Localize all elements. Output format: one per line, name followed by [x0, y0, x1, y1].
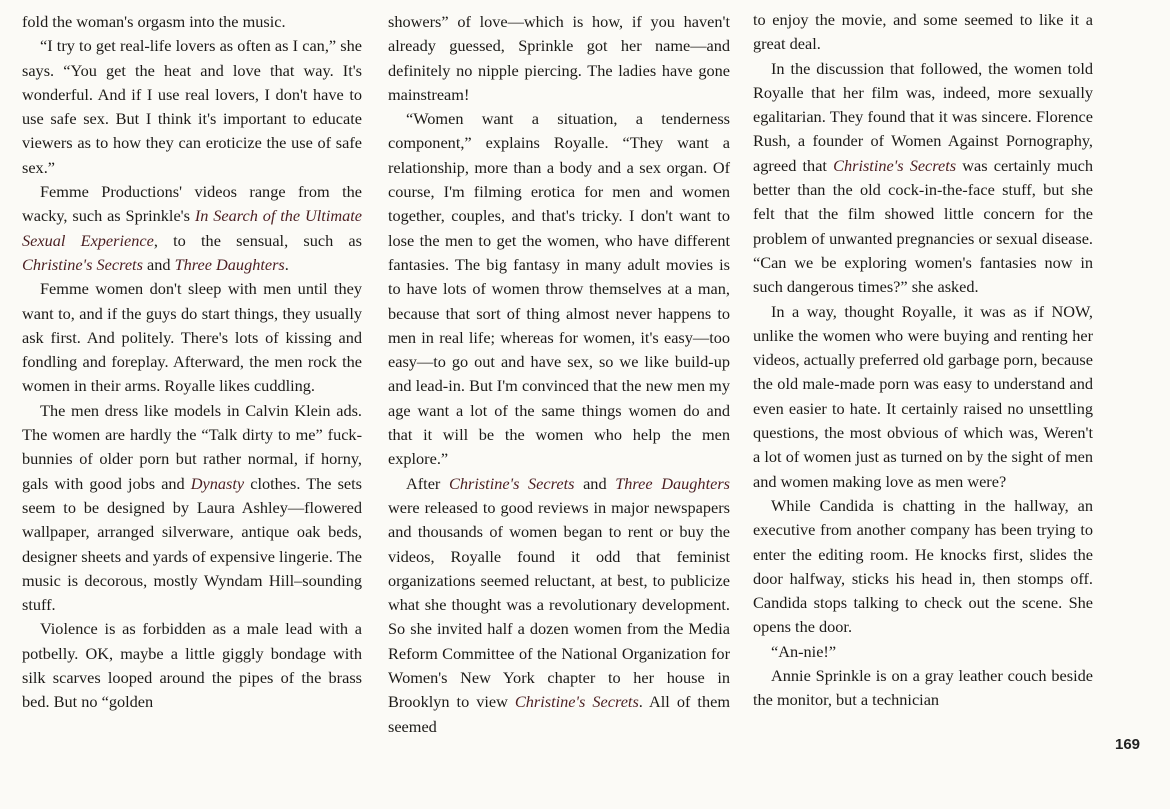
paragraph: [388, 472, 730, 739]
italic-title: Dynasty: [190, 473, 245, 493]
text-run: clothes. The sets seem to be designed by Laura Ashley—flowered wallpaper, arranged silverware, antique oak beds, designer sheets and yards of expensive lingerie. The music is decorous, mostly Wyndam Hill–sounding stuff.: [22, 473, 363, 615]
paragraph: [753, 640, 1093, 664]
text-run: “An-nie!”: [771, 641, 837, 661]
text-run: Annie Sprinkle is on a gray leather couch beside the monitor, but a technician: [753, 666, 1093, 710]
text-run: fold the woman's orgasm into the music.: [22, 12, 286, 31]
text-run: “I try to get real-life lovers as often as I can,” she says. “You get the heat and love that way. It's wonderful. And if I use real lovers, I don't have to use safe sex. But I think it's important to educate viewers as to how they can eroticize the use of safe sex.”: [22, 36, 362, 177]
italic-title: Christine's Secrets: [514, 692, 639, 712]
page-number: 169: [1115, 736, 1141, 753]
text-run: Femme women don't sleep with men until they want to, and if the guys do start things, they usually ask first. And politely. There's lots of kissing and fondling and foreplay. Afterward, the men rock the women in their arms. Royalle likes cuddling.: [22, 279, 362, 396]
italic-title: In Search of the Ultimate Sexual Experience: [22, 206, 362, 250]
italic-title: Three Daughters: [615, 473, 730, 493]
text-run: The men dress like models in Calvin Klein ads. The women are hardly the “Talk dirty to me” fuck-bunnies of older porn but rather normal, if horny, gals with good jobs and: [22, 400, 362, 493]
italic-title: Christine's Secrets: [448, 473, 575, 493]
paragraph: [22, 277, 362, 398]
text-run: In the discussion that followed, the women told Royalle that her film was, indeed, more sexually egalitarian. They found that it was sincere. Florence Rush, a founder of Women Against Pornography, agreed that: [753, 58, 1093, 175]
paragraph: [22, 617, 362, 714]
text-column-3: [753, 8, 1093, 713]
paragraph: [22, 399, 362, 618]
text-run: .: [284, 254, 289, 274]
paragraph: [388, 107, 730, 471]
text-run: and: [142, 254, 175, 274]
text-column-2: [388, 10, 730, 739]
text-run: was certainly much better than the old cock-in-the-face stuff, but she felt that the film showed little concern for the problem of unwanted pregnancies or sexual disease. “Can we be exploring women's fantasies now in such dangerous times?” she asked.: [753, 155, 1094, 297]
paragraph: [22, 180, 362, 277]
paragraph: [22, 10, 362, 34]
text-run: , to the sensual, such as: [153, 230, 362, 250]
text-run: Femme Productions' videos range from the wacky, such as Sprinkle's: [22, 182, 362, 226]
paragraph: [753, 57, 1093, 300]
text-run: In a way, thought Royalle, it was as if NOW, unlike the women who were buying and renting her videos, actually preferred old garbage porn, because the old male-made porn was easy to understand and even easier to hate. It certainly raised no unsettling questions, the most obvious of which was, Weren't a lot of women just as turned on by the sight of men and women making love as men were?: [753, 301, 1093, 491]
paragraph: [753, 8, 1093, 57]
paragraph: [753, 300, 1093, 494]
paragraph: [753, 664, 1093, 713]
text-run: were released to good reviews in major newspapers and thousands of women began to rent or buy the videos, Royalle found it odd that feminist organizations seemed reluctant, at best, to publicize what she thought was a revolutionary development. So she invited half a dozen women from the Media Reform Committee of the National Organization for Women's New York chapter to her house in Brooklyn to view: [388, 497, 730, 712]
text-run: Violence is as forbidden as a male lead with a potbelly. OK, maybe a little giggly bondage with silk scarves looped around the pipes of the brass bed. But no “golden: [22, 619, 362, 712]
paragraph: [753, 494, 1093, 640]
italic-title: Christine's Secrets: [833, 155, 957, 175]
text-run: While Candida is chatting in the hallway, an executive from another company has been trying to enter the editing room. He knocks first, slides the door halfway, sticks his head in, then stomps off. Candida stops talking to check out the scene. She opens the door.: [753, 495, 1093, 637]
paragraph: [388, 10, 730, 107]
text-run: After: [406, 473, 449, 493]
text-run: to enjoy the movie, and some seemed to like it a great deal.: [753, 10, 1093, 54]
paragraph: [22, 34, 362, 180]
text-run: showers” of love—which is how, if you haven't already guessed, Sprinkle got her name—and definitely no nipple piercing. The ladies have gone mainstream!: [388, 12, 730, 104]
italic-title: Three Daughters: [174, 254, 285, 274]
italic-title: Christine's Secrets: [22, 254, 143, 274]
text-column-1: [22, 10, 362, 715]
text-run: “Women want a situation, a tenderness component,” explains Royalle. “They want a relationship, more than a body and a sex organ. Of course, I'm filming erotica for men and women together, couples, and that's tricky. I don't want to lose the men to get the women, who have different fantasies. The big fantasy in many adult movies is to have lots of women throw themselves at a man, because that sort of thing almost never happens to men in real life; whereas for women, it's easy—too easy—to go out and have sex, so we like build-up and lead-in. But I'm convinced that the new men my age want a lot of the same things women do and that it will be the women who help the men explore.”: [388, 109, 730, 469]
text-run: and: [574, 473, 616, 493]
text-run: . All of them seemed: [388, 692, 730, 736]
